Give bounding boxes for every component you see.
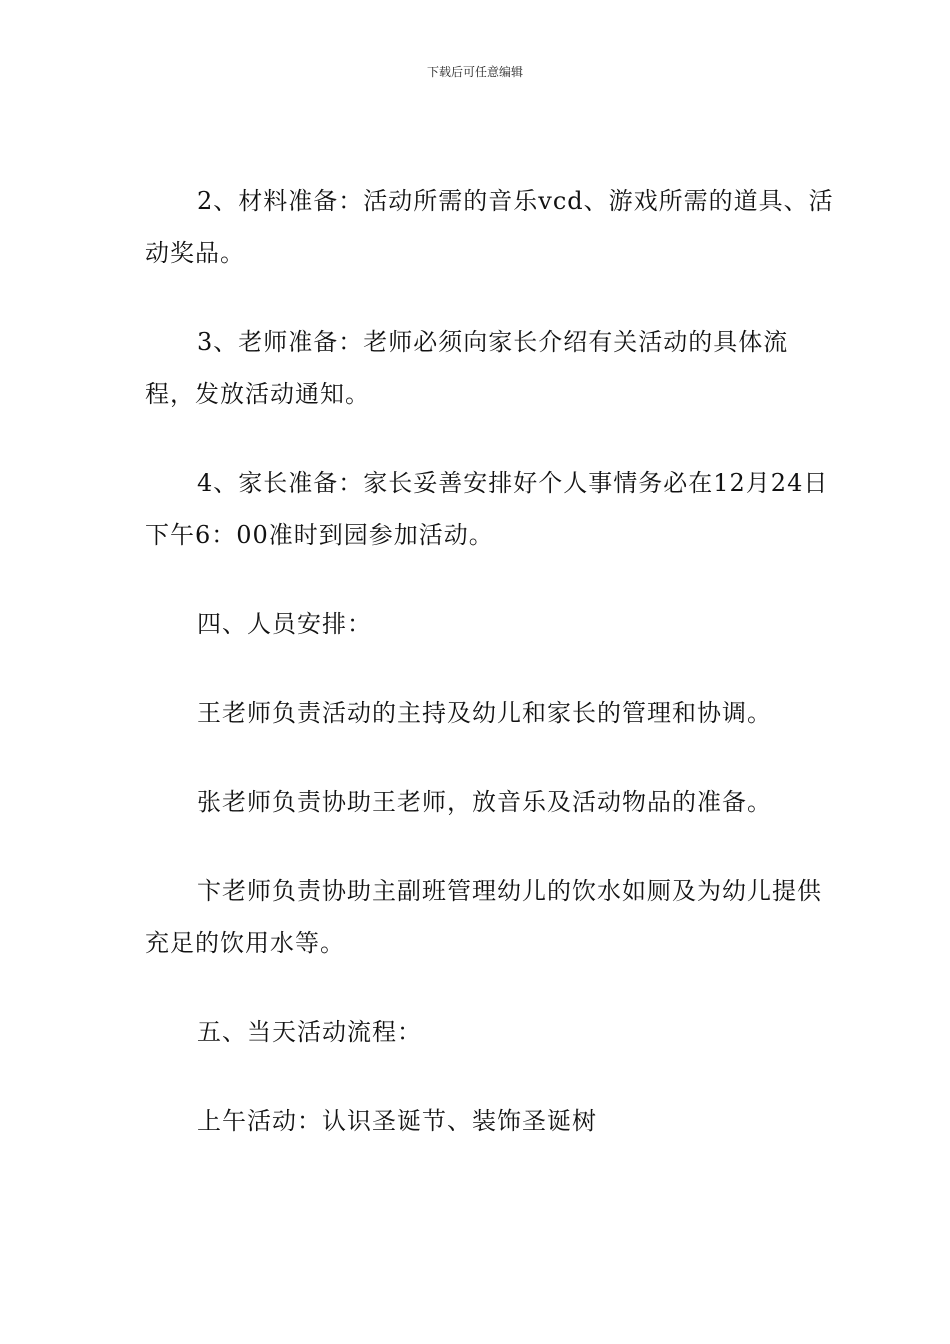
page-header-note: 下载后可任意编辑 <box>426 65 523 79</box>
paragraph-teacher-zhang: 张老师负责协助王老师，放音乐及活动物品的准备。 <box>197 788 772 816</box>
paragraph-teacher-bian: 卞老师负责协助主副班管理幼儿的饮水如厕及为幼儿提供充足的饮用水等。 <box>145 877 822 957</box>
paragraph-parent-prep: 4、家长准备：家长妥善安排好个人事情务必在12月24日下午6：00准时到园参加活动。 <box>145 469 829 549</box>
paragraph-materials: 2、材料准备：活动所需的音乐vcd、游戏所需的道具、活动奖品。 <box>145 187 834 267</box>
document-body <box>145 175 835 1184</box>
section-heading-staffing: 四、人员安排： <box>197 610 372 638</box>
paragraph-morning-activity: 上午活动：认识圣诞节、装饰圣诞树 <box>197 1107 597 1135</box>
paragraph-teacher-wang: 王老师负责活动的主持及幼儿和家长的管理和协调。 <box>197 699 772 727</box>
section-heading-schedule: 五、当天活动流程： <box>197 1018 422 1046</box>
paragraph-teacher-prep: 3、老师准备：老师必须向家长介绍有关活动的具体流程，发放活动通知。 <box>145 328 789 408</box>
